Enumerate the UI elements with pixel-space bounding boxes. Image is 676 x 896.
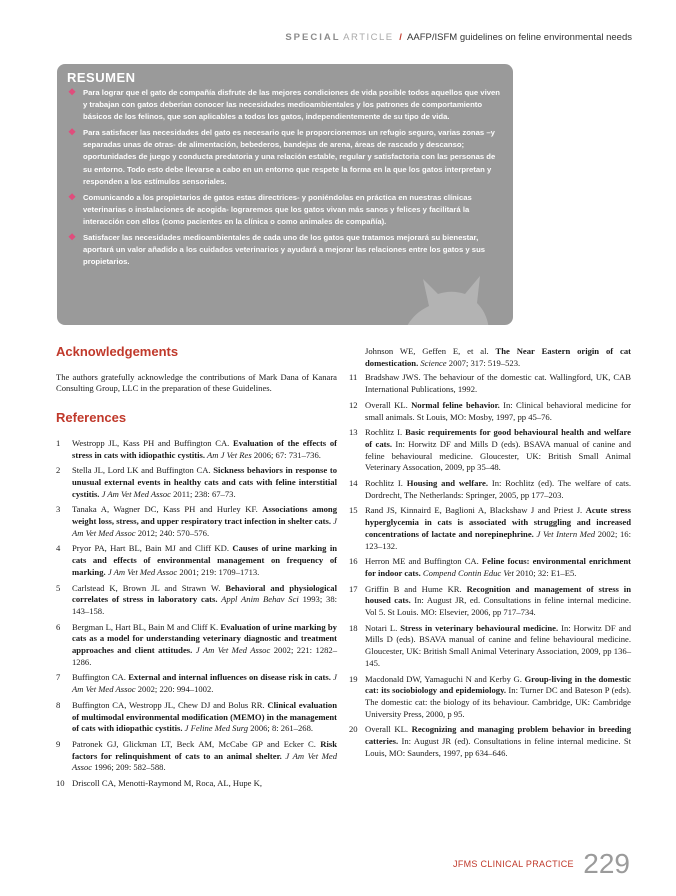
reference-title: External and internal influences on disease risk in cats. [128,672,331,683]
reference-item [349,674,631,721]
reference-number: 1 [56,437,61,448]
reference-number: 19 [349,673,358,684]
reference-number: 3 [56,504,61,515]
reference-authors: Herron ME and Buffington CA. [365,556,482,567]
reference-item [56,672,337,695]
reference-number: 17 [349,583,358,594]
reference-title: Feline focus: environmental enrichment for indoor cats. [365,556,632,578]
reference-authors: Rand JS, Kinnaird E, Baglioni A, Blackshaw J and Priest J. [365,505,586,516]
reference-number: 15 [349,505,358,516]
reference-number: 2 [56,465,61,476]
resumen-list [57,87,513,268]
reference-number: 20 [349,724,358,735]
bullet-icon: ❖ [68,127,77,138]
reference-authors: Buffington CA. [72,672,129,683]
reference-title: Evaluation of urine marking by cats as a model for understanding veterinary diagnostic and treatment approaches and client attitudes. [72,621,337,656]
reference-authors: Patronek GJ, Glickman LT, Beck AM, McCabe GP and Ecker C. [72,738,321,749]
reference-item [349,427,631,474]
reference-continuation: Johnson WE, Geffen E, et al. The Near Eastern origin of cat domestication. Science 2007; 317: 519–523. [365,346,631,368]
reference-details: In: August JR (ed). Consultations in feline internal medicine. St Louis, MO: Saunders, 1997, pp 634–646. [365,736,631,758]
reference-details: 1993; 38: 143–158. [72,594,338,616]
reference-title: Sickness behaviors in response to unusual external events in healthy cats and cats with feline interstitial cystitis. [72,465,337,499]
reference-item [56,739,337,774]
reference-item [349,556,631,579]
reference-item [56,465,337,500]
page-number: 229 [583,848,630,879]
reference-journal: Am J Vet Res [205,449,252,460]
reference-details: 2010; 32: E1–E5. [513,567,577,578]
reference-details: 2002; 16: 123–132. [365,528,631,551]
left-column [56,346,337,794]
page-footer [453,848,630,880]
references-list-left [56,438,337,790]
reference-title: Risk factors for relinquishment of cats to an animal shelter. [72,738,337,761]
reference-item [56,543,337,578]
reference-authors: Rochlitz I. [365,478,407,489]
reference-details: 2002; 221: 1282–1286. [72,645,338,667]
running-header [285,32,632,43]
resumen-title: RESUMEN [67,70,136,85]
reference-item [56,438,337,461]
references-list-right [349,372,631,759]
reference-number: 5 [56,582,61,593]
reference-authors: Tanaka A, Wagner DC, Kass PH and Hurley KF. [72,504,263,515]
header-article: ARTICLE [343,32,394,43]
resumen-box [57,64,513,325]
reference-item [56,583,337,618]
reference-title: Recognition and management of stress in housed cats. [365,583,631,606]
reference-journal: J Am Vet Med Assoc [72,672,337,695]
reference-number: 11 [349,372,358,383]
reference-authors: Westropp JL, Kass PH and Buffington CA. [72,437,233,448]
reference-authors: Buffington CA, Westropp JL, Chew DJ and Bolus RR. [72,699,268,710]
reference-authors: Griffin B and Hume KR. [365,583,467,594]
reference-details: 2006; 67: 731–736. [251,449,321,460]
reference-title: Recognizing and managing problem behavior in breeding catteries. [365,724,631,747]
reference-authors: Rochlitz I. [365,427,406,438]
reference-details: 2011; 238: 67–73. [170,488,236,499]
reference-authors: Macdonald DW, Yamaguchi N and Kerby G. [365,673,525,684]
reference-number: 8 [56,699,61,710]
reference-authors: Bergman L, Hart BL, Bain M and Cliff K. [72,621,221,632]
bullet-icon: ❖ [68,232,77,243]
reference-details: In: Clinical behavioral medicine for small animals. St Louis, MO: Mosby, 1997, pp 45–76. [365,399,632,422]
resumen-item: ❖ Para satisfacer las necesidades del gato es necesario que le proporcionemos un refugio seguro, varias zonas –y separadas unas de otras- de alimentación, bebederos, bandejas de arena, áreas de rascado y descanso; oportunidades de juego y conducta predatoria y una relación estable, regular y satisfactoria con las personas de su entorno. Todo esto debe llevarse a cabo en un entorno que respete la forma en la que los gatos interpretan y responden a los estímulos sensoriales. [68,127,496,186]
bullet-icon: ❖ [68,87,77,97]
reference-title: Causes of urine marking in cats and effects of environmental management on frequency of marking. [72,543,338,577]
reference-authors: Driscoll CA, Menotti-Raymond M, Roca, AL, Hupe K, [72,778,262,789]
reference-details: 2001; 219: 1709–1713. [177,566,260,577]
reference-details: In: August JR, ed. Consultations in feline internal medicine. Vol 5. St Louis. MO: Elsevier, 2006, pp 717–734. [365,595,631,618]
reference-journal: J Am Vet Med Assoc [105,566,178,577]
reference-item [349,400,631,423]
reference-item [56,504,337,539]
reference-title: Group-living in the domestic cat: its sociobiology and epidemiology. [365,673,631,696]
header-special: SPECIAL [285,32,341,43]
reference-journal: Compend Contin Educ Vet [420,567,514,578]
bullet-icon: ❖ [68,191,77,202]
reference-item [349,724,631,759]
acknowledgements-title: Acknowledgements [56,344,179,359]
reference-title: Basic requirements for good behavioural health and welfare of cats. [365,427,631,449]
reference-title: Stress in veterinary behavioural medicine. [400,622,559,633]
reference-authors: Overall KL. [365,399,412,410]
reference-number: 16 [349,556,358,567]
resumen-item: ❖ Satisfacer las necesidades medioambientales de cada uno de los gatos que tratamos mejorará su bienestar, aportará un valor añadido a los cuidados veterinarios y ayudará a mejorar las relaciones entre los gatos y sus propietarios. [68,232,486,267]
reference-item [349,372,631,395]
reference-title: Clinical evaluation of multimodal environmental modification (MEMO) in the management of cats with idiopathic cystitis. [72,699,338,734]
reference-authors: Bradshaw JWS. The behaviour of the domestic cat. Wallingford, UK, CAB International Publications, 1992. [365,372,631,395]
reference-number: 10 [56,778,65,789]
reference-item [56,700,337,735]
reference-authors: Notari L. [365,622,401,633]
reference-number: 7 [56,672,61,683]
reference-authors: Overall KL. [365,724,412,735]
references-title: References [56,410,127,426]
reference-journal: Appl Anim Behav Sci [217,594,299,605]
reference-journal: J Am Vet Med Assoc [72,516,337,538]
reference-details: 2002; 220: 994–1002. [135,684,214,695]
reference-item [349,623,631,670]
reference-number: 18 [349,622,358,633]
reference-item [56,778,337,790]
header-separator: / [399,32,402,43]
reference-number: 6 [56,621,61,632]
reference-authors: Carlstead K, Brown JL and Strawn W. [72,582,226,593]
reference-title: Associations among weight loss, stress, and upper respiratory tract infection in shelter cats. [72,504,337,527]
reference-number: 13 [349,427,358,438]
reference-title: Housing and welfare. [406,478,489,489]
footer-journal: JFMS CLINICAL PRACTICE [453,859,574,869]
reference-details: In: Turner DC and Bateson P (eds). The domestic cat: the biology of its behaviour. Cambridge, UK: Cambridge University Press, 2000, p 95. [365,685,631,719]
reference-authors: Pryor PA, Hart BL, Bain MJ and Cliff KD. [72,543,233,554]
reference-journal: J Vet Intern Med [533,528,596,539]
reference-title: Behavioral and physiological correlates of stress in laboratory cats. [72,582,337,605]
reference-authors: Stella JL, Lord LK and Buffington CA. [72,465,214,476]
reference-item [349,478,631,501]
header-title: AAFP/ISFM guidelines on feline environmental needs [407,32,632,43]
resumen-item: ❖ Comunicando a los propietarios de gatos estas directrices- y poniéndolas en práctica en nuestras clínicas veterinarias o instalaciones de acogida- lograremos que los gatos vivan más sanos y felices y facilitará la interacción con ellos (como pacientes en la clínica o como animales de compañía). [68,191,472,226]
reference-item [56,622,337,669]
reference-details: In: Horwitz DF and Mills D (eds). BSAVA manual of canine and feline behavioural medicine. Gloucester, UK: British Small Animal Veterinary Association, 2009, pp 136–145. [365,622,631,668]
reference-title: Normal feline behavior. [411,399,500,410]
acknowledgements-text: The authors gratefully acknowledge the contributions of Mark Dana of Kanara Consulting Group, LLC in the preparation of these Guidelines. [56,371,337,394]
reference-number: 9 [56,738,61,749]
reference-journal: J Am Vet Med Assoc [72,750,337,773]
reference-title: Acute stress hyperglycemia in cats is associated with struggling and increased concentrations of lactate and norepinephrine. [365,505,631,539]
reference-title: Evaluation of the effects of stress in cats with idiopathic cystitis. [72,437,337,460]
reference-details: In: Horwitz DF and Mills D (eds). BSAVA manual of canine and feline behavioural medicine. Gloucester, UK: British Small Animal Veterinary Assocation, 2009, pp 35–48. [365,438,631,473]
reference-item [349,505,631,552]
reference-details: In: Rochlitz (ed). The welfare of cats. Dordrecht, The Netherlands: Springer, 2005, pp 177–203. [365,478,631,500]
reference-number: 4 [56,543,61,554]
reference-journal: J Feline Med Surg [182,723,249,734]
reference-number: 14 [349,478,358,489]
reference-journal: J Am Vet Med Assoc [192,645,271,656]
resumen-item: ❖ Para lograr que el gato de compañía disfrute de las mejores condiciones de vida posible todos aquellos que viven y trabajan con gatos deberían conocer las necesidades medioambientales y los patrones de comportamiento básicos de los felinos, que son aplicables a todos los gatos, independientemente de su tipo de vida. [68,87,500,122]
reference-details: 2012; 240: 570–576. [135,527,210,538]
right-column [349,346,631,764]
reference-journal: J Am Vet Med Assoc [99,488,171,499]
reference-number: 12 [349,399,358,410]
reference-details: 2006; 8: 261–268. [248,723,314,734]
reference-item [349,584,631,619]
reference-details: 1996; 209: 582–588. [92,762,166,773]
